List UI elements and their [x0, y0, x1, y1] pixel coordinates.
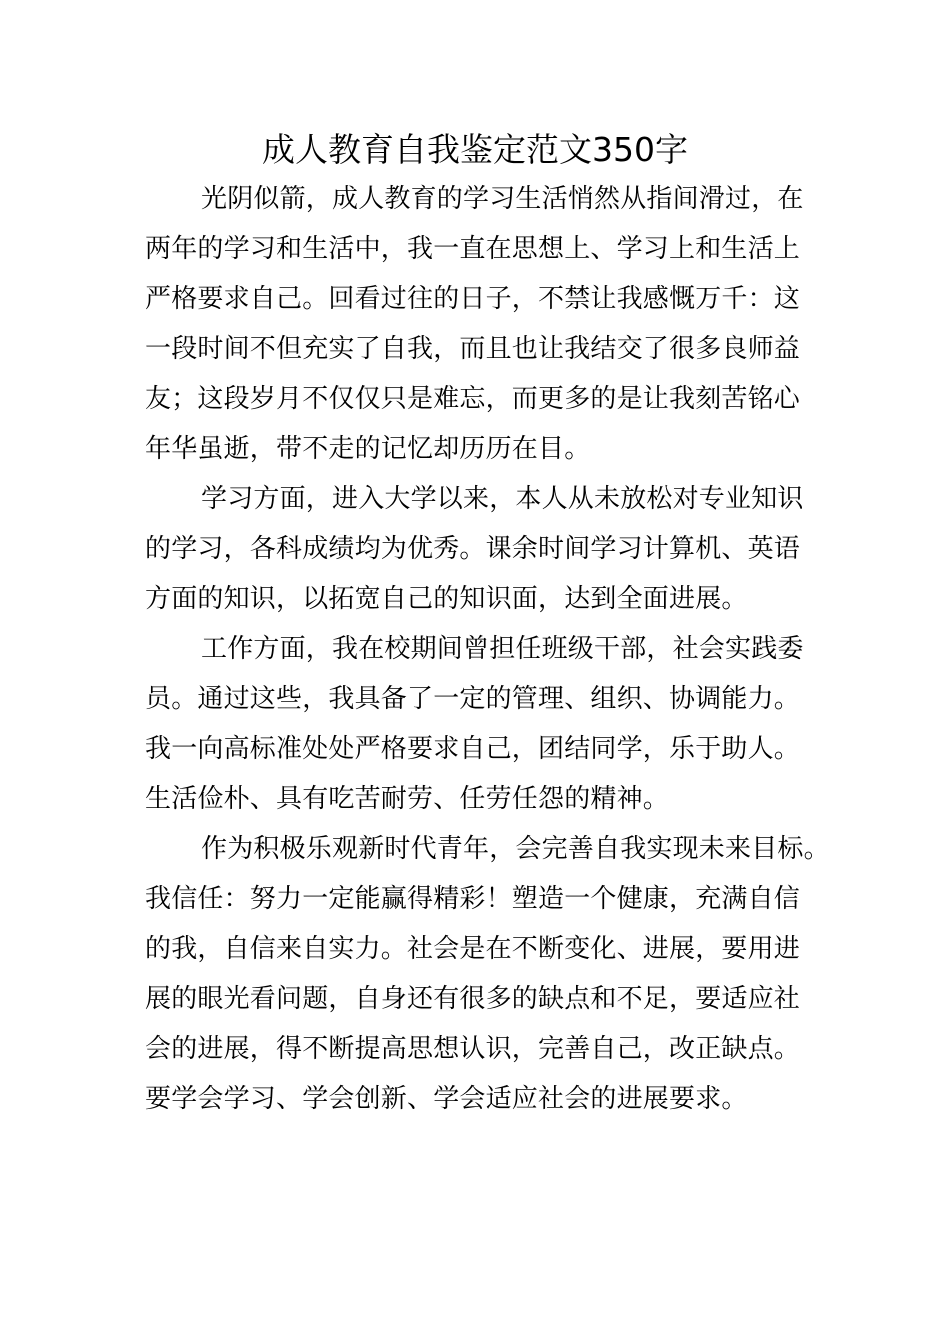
text-line: 我一向高标准处处严格要求自己，团结同学，乐于助人。 — [145, 734, 801, 764]
text-line: 要学会学习、学会创新、学会适应社会的进展要求。 — [145, 1084, 748, 1114]
text-line: 友；这段岁月不仅仅只是难忘，而更多的是让我刻苦铭心 — [145, 384, 801, 414]
text-line: 一段时间不但充实了自我，而且也让我结交了很多良师益 — [145, 334, 801, 364]
text-line: 我信任：努力一定能赢得精彩！塑造一个健康，充满自信 — [145, 884, 801, 914]
text-line: 作为积极乐观新时代青年，会完善自我实现未来目标。 — [201, 834, 830, 864]
document-title: 成人教育自我鉴定范文350字 — [262, 130, 688, 169]
text-line: 严格要求自己。回看过往的日子，不禁让我感慨万千：这 — [145, 284, 801, 314]
text-line: 的学习，各科成绩均为优秀。课余时间学习计算机、英语 — [145, 534, 801, 564]
text-line: 学习方面，进入大学以来，本人从未放松对专业知识 — [201, 484, 804, 514]
text-line: 光阴似箭，成人教育的学习生活悄然从指间滑过，在 — [201, 184, 804, 214]
document-body — [145, 174, 830, 1124]
text-line: 生活俭朴、具有吃苦耐劳、任劳任怨的精神。 — [145, 784, 670, 814]
text-line: 工作方面，我在校期间曾担任班级干部，社会实践委 — [201, 634, 804, 664]
text-line: 方面的知识，以拓宽自己的知识面，达到全面进展。 — [145, 584, 748, 614]
text-line: 展的眼光看问题，自身还有很多的缺点和不足，要适应社 — [145, 984, 801, 1014]
text-line: 年华虽逝，带不走的记忆却历历在目。 — [145, 434, 591, 464]
text-line: 会的进展，得不断提高思想认识，完善自己，改正缺点。 — [145, 1034, 801, 1064]
text-line: 员。通过这些，我具备了一定的管理、组织、协调能力。 — [145, 684, 801, 714]
text-line: 两年的学习和生活中，我一直在思想上、学习上和生活上 — [145, 234, 801, 264]
text-line: 的我，自信来自实力。社会是在不断变化、进展，要用进 — [145, 934, 801, 964]
